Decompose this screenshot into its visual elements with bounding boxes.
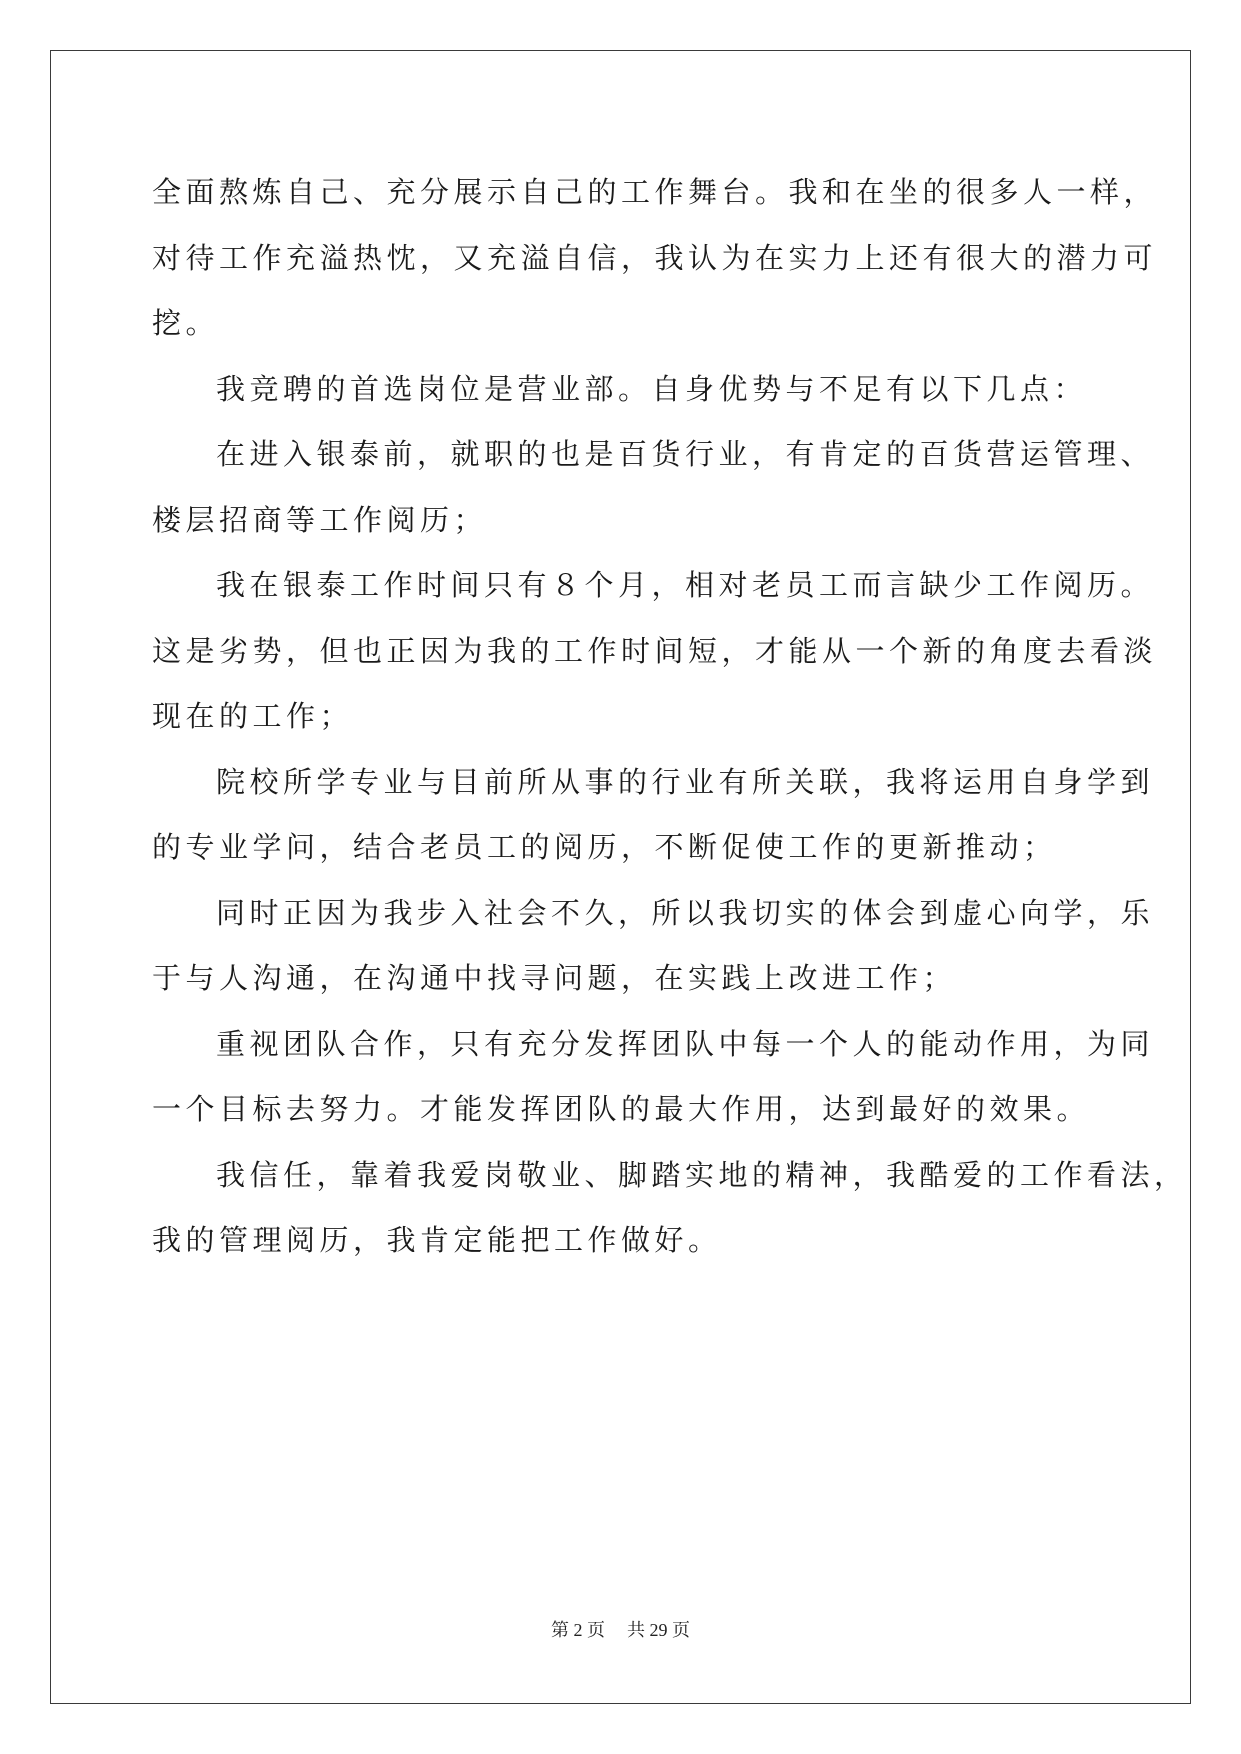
text-line: 挖。	[152, 306, 220, 340]
text-line: 在进入银泰前，就职的也是百货行业，有肯定的百货营运管理、	[216, 437, 1155, 471]
text-line: 一个目标去努力。才能发挥团队的最大作用，达到最好的效果。	[152, 1092, 1091, 1126]
text-line: 楼层招商等工作阅历；	[152, 502, 488, 537]
text-line: 院校所学专业与目前所从事的行业有所关联，我将运用自身学到	[216, 764, 1155, 799]
text-line: 重视团队合作，只有充分发挥团队中每一个人的能动作用，为同	[216, 1026, 1155, 1061]
text-line: 对待工作充溢热忱，又充溢自信，我认为在实力上还有很大的潜力可	[152, 240, 1158, 275]
text-line: 全面熬炼自己、充分展示自己的工作舞台。我和在坐的很多人一样，	[152, 175, 1158, 209]
document-body	[152, 160, 1188, 1274]
text-line: 我在银泰工作时间只有８个月，相对老员工而言缺少工作阅历。	[216, 568, 1155, 602]
text-line: 的专业学问，结合老员工的阅历，不断促使工作的更新推动；	[152, 830, 1057, 864]
text-line: 我竞聘的首选岗位是营业部。自身优势与不足有以下几点：	[216, 371, 1088, 406]
page-total: 共 29 页	[627, 1620, 690, 1640]
text-line: 于与人沟通，在沟通中找寻问题，在实践上改进工作；	[152, 961, 957, 995]
page-number: 第 2 页	[551, 1620, 605, 1640]
page-footer	[0, 1616, 1241, 1642]
text-line: 我的管理阅历，我肯定能把工作做好。	[152, 1223, 722, 1257]
text-line: 现在的工作；	[152, 699, 354, 733]
text-line: 同时正因为我步入社会不久，所以我切实的体会到虚心向学，乐	[216, 895, 1155, 930]
text-line: 我信任，靠着我爱岗敬业、脚踏实地的精神，我酷爱的工作看法，	[216, 1157, 1188, 1192]
text-line: 这是劣势，但也正因为我的工作时间短，才能从一个新的角度去看淡	[152, 633, 1158, 668]
